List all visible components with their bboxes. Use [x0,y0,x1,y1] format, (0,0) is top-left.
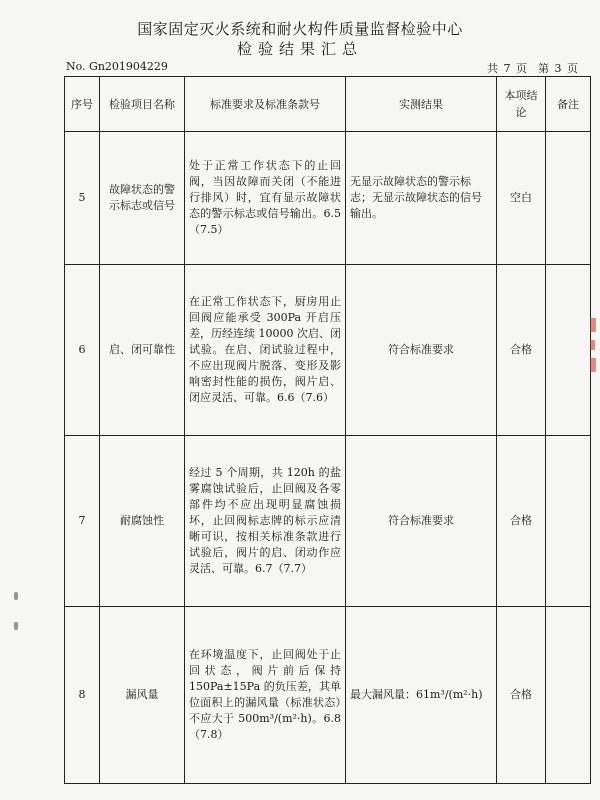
column-header-item: 检验项目名称 [100,77,185,132]
row-remark [546,265,591,436]
row-seq: 8 [65,607,100,784]
column-header-seq: 序号 [65,77,100,132]
table-row [65,265,591,436]
table-header-row [65,77,591,132]
report-number: No. Gn201904229 [66,60,168,73]
row-result: 符合标准要求 [346,436,497,607]
row-requirement: 在环境温度下，止回阀处于止回状态，阀片前后保持150Pa±15Pa 的负压差，其单位面积上的漏风量（标准状态）不应大于 500m³/(m²·h)。6.8（7.8） [185,607,346,784]
row-requirement: 在正常工作状态下，厨房用止回阀应能承受 300Pa 开启压差，历经连续 10000 次启、闭试验。在启、闭试验过程中，不应出现阀片脱落、变形及影响密封性能的损伤，阀片启、闭应灵活、可靠。6.6（7.6） [185,265,346,436]
row-conclusion: 合格 [497,265,546,436]
document-title: 检验结果汇总 [236,40,363,58]
row-conclusion: 合格 [497,436,546,607]
row-conclusion: 空白 [497,132,546,265]
binding-hole-mark [14,622,18,630]
row-conclusion: 合格 [497,607,546,784]
seal-stamp-edge-icon [588,318,598,388]
row-remark [546,436,591,607]
page-counter: 共 7 页 第 3 页 [487,62,578,75]
row-result: 无显示故障状态的警示标志；无显示故障状态的信号输出。 [346,132,497,265]
column-header-remark: 备注 [546,77,591,132]
column-header-requirement: 标准要求及标准条款号 [185,77,346,132]
results-table [64,76,591,784]
row-item: 耐腐蚀性 [100,436,185,607]
table-row [65,132,591,265]
row-seq: 5 [65,132,100,265]
row-item: 漏风量 [100,607,185,784]
seal-stamp-edge [588,318,598,388]
row-requirement: 经过 5 个周期，共 120h 的盐雾腐蚀试验后，止回阀及各零部件均不应出现明显腐蚀损坏，止回阀标志牌的标示应清晰可识，按相关标准条款进行试验后，阀片的启、闭动作应灵活、可靠。6.7（7.7） [185,436,346,607]
table-row [65,436,591,607]
row-remark [546,607,591,784]
row-result: 最大漏风量：61m³/(m²·h) [346,607,497,784]
column-header-conclusion: 本项结论 [497,77,546,132]
table-row [65,607,591,784]
row-item: 故障状态的警示标志或信号 [100,132,185,265]
row-seq: 6 [65,265,100,436]
row-seq: 7 [65,436,100,607]
binding-hole-mark [14,592,18,600]
row-result: 符合标准要求 [346,265,497,436]
column-header-result: 实测结果 [346,77,497,132]
row-requirement: 处于正常工作状态下的止回阀，当因故障而关闭（不能进行排风）时，宜有显示故障状态的警示标志或信号输出。6.5（7.5） [185,132,346,265]
organization-title: 国家固定灭火系统和耐火构件质量监督检验中心 [137,20,463,38]
row-remark [546,132,591,265]
row-item: 启、闭可靠性 [100,265,185,436]
